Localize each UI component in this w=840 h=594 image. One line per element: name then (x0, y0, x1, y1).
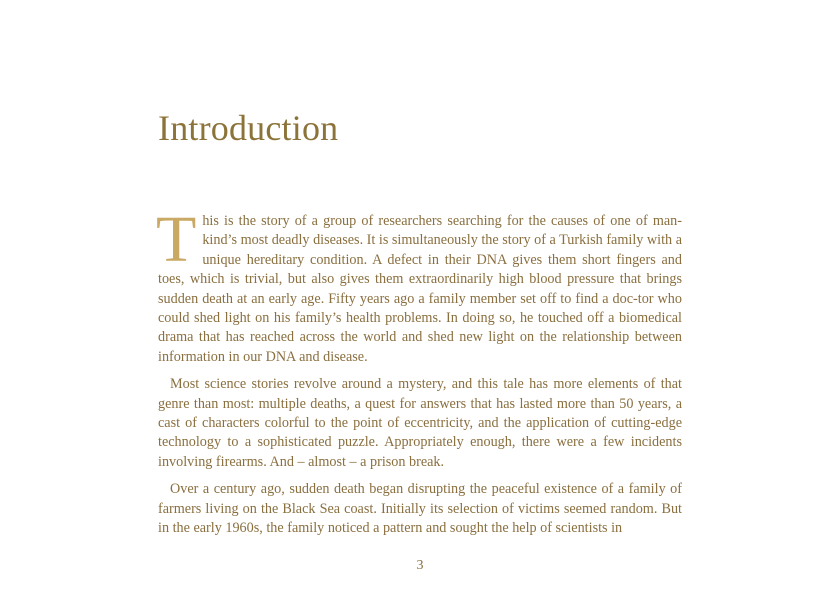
paragraph-3: Over a century ago, sudden death began disrupting the peaceful existence of a family of farmers living on the Black Sea coast. Initially its selection of victims seemed random. But in the early 1960s, the family noticed a pattern and sought the help of scientists in (158, 481, 682, 537)
paragraph-1 (156, 203, 682, 367)
page-number: 3 (416, 558, 424, 573)
paragraph-1-text: his is the story of a group of researchers searching for the causes of one of man-kind’s most deadly diseases. It is simultaneously the story of a Turkish family with a unique hereditary condition. A defect in their DNA gives them short fingers and toes, which is trivial, but also gives them extraordinarily high blood pressure that brings sudden death at an early age. Fifty years ago a family member set off to find a doc-tor who could shed light on his family’s health problems. In doing so, he touched off a biomedical drama that has reached across the world and shed new light on the relationship between information in our DNA and disease. (158, 213, 682, 365)
chapter-title: Introduction (158, 108, 339, 148)
drop-cap: T (156, 203, 197, 276)
paragraph-2: Most science stories revolve around a mystery, and this tale has more elements of that genre than most: multiple deaths, a quest for answers that has lasted more than 50 years, a cast of characters colorful to the point of eccentricity, and the application of cutting-edge technology to a sophisticated puzzle. Appropriately enough, there were a few incidents involving firearms. And – almost – a prison break. (158, 376, 682, 470)
chapter-body (156, 203, 682, 547)
